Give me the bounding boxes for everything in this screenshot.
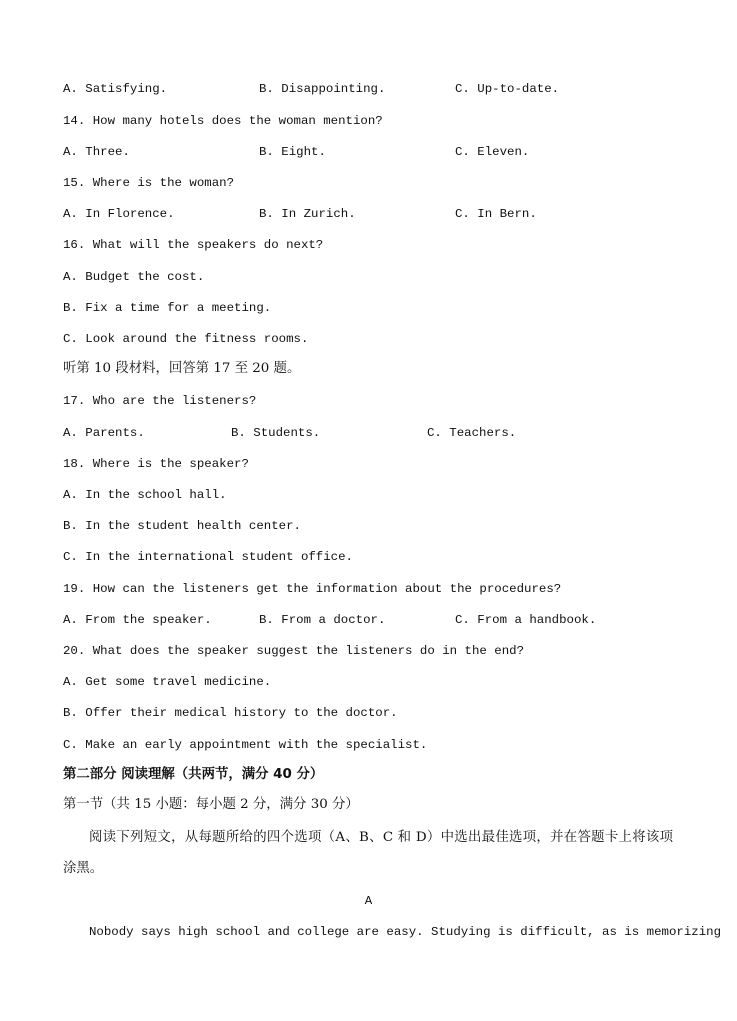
q20-option-b: B. Offer their medical history to the doctor. xyxy=(63,706,398,720)
part2-section1-heading: 第一节（共 15 小题：每小题 2 分，满分 30 分） xyxy=(63,797,359,812)
q15-option-c: C. In Bern. xyxy=(455,207,537,221)
q19-option-c: C. From a handbook. xyxy=(455,613,597,627)
q20-option-c: C. Make an early appointment with the specialist. xyxy=(63,738,428,752)
q16-option-a: A. Budget the cost. xyxy=(63,270,205,284)
q18-question: 18. Where is the speaker? xyxy=(63,457,249,471)
q16-option-b: B. Fix a time for a meeting. xyxy=(63,301,272,315)
q18-option-c: C. In the international student office. xyxy=(63,550,353,564)
q17-option-b: B. Students. xyxy=(231,426,321,440)
reading-instruction: 阅读下列短文，从每题所给的四个选项（A、B、C 和 D）中选出最佳选项，并在答题卡上将该项涂黑。 xyxy=(63,830,673,876)
section10-instruction: 听第 10 段材料，回答第 17 至 20 题。 xyxy=(63,361,301,376)
q13-option-c: C. Up-to-date. xyxy=(455,82,560,96)
q18-option-a: A. In the school hall. xyxy=(63,488,227,502)
q20-question: 20. What does the speaker suggest the listeners do in the end? xyxy=(63,644,525,658)
q16-option-c: C. Look around the fitness rooms. xyxy=(63,332,309,346)
q17-option-a: A. Parents. xyxy=(63,426,145,440)
q19-option-b: B. From a doctor. xyxy=(259,613,386,627)
q13-option-b: B. Disappointing. xyxy=(259,82,386,96)
passage-label: A xyxy=(364,894,373,908)
q14-question: 14. How many hotels does the woman mention? xyxy=(63,114,383,128)
q19-question: 19. How can the listeners get the information about the procedures? xyxy=(63,582,562,596)
q17-option-c: C. Teachers. xyxy=(427,426,517,440)
q14-option-c: C. Eleven. xyxy=(455,145,530,159)
passage-first-line: Nobody says high school and college are easy. Studying is difficult, as is memorizing xyxy=(89,925,722,939)
part2-heading: 第二部分 阅读理解（共两节，满分 40 分） xyxy=(63,767,324,782)
q19-option-a: A. From the speaker. xyxy=(63,613,212,627)
q20-option-a: A. Get some travel medicine. xyxy=(63,675,272,689)
q14-option-a: A. Three. xyxy=(63,145,130,159)
q15-question: 15. Where is the woman? xyxy=(63,176,235,190)
q15-option-a: A. In Florence. xyxy=(63,207,175,221)
q13-option-a: A. Satisfying. xyxy=(63,82,168,96)
q17-question: 17. Who are the listeners? xyxy=(63,394,257,408)
q14-option-b: B. Eight. xyxy=(259,145,326,159)
q16-question: 16. What will the speakers do next? xyxy=(63,238,324,252)
q15-option-b: B. In Zurich. xyxy=(259,207,356,221)
q18-option-b: B. In the student health center. xyxy=(63,519,301,533)
